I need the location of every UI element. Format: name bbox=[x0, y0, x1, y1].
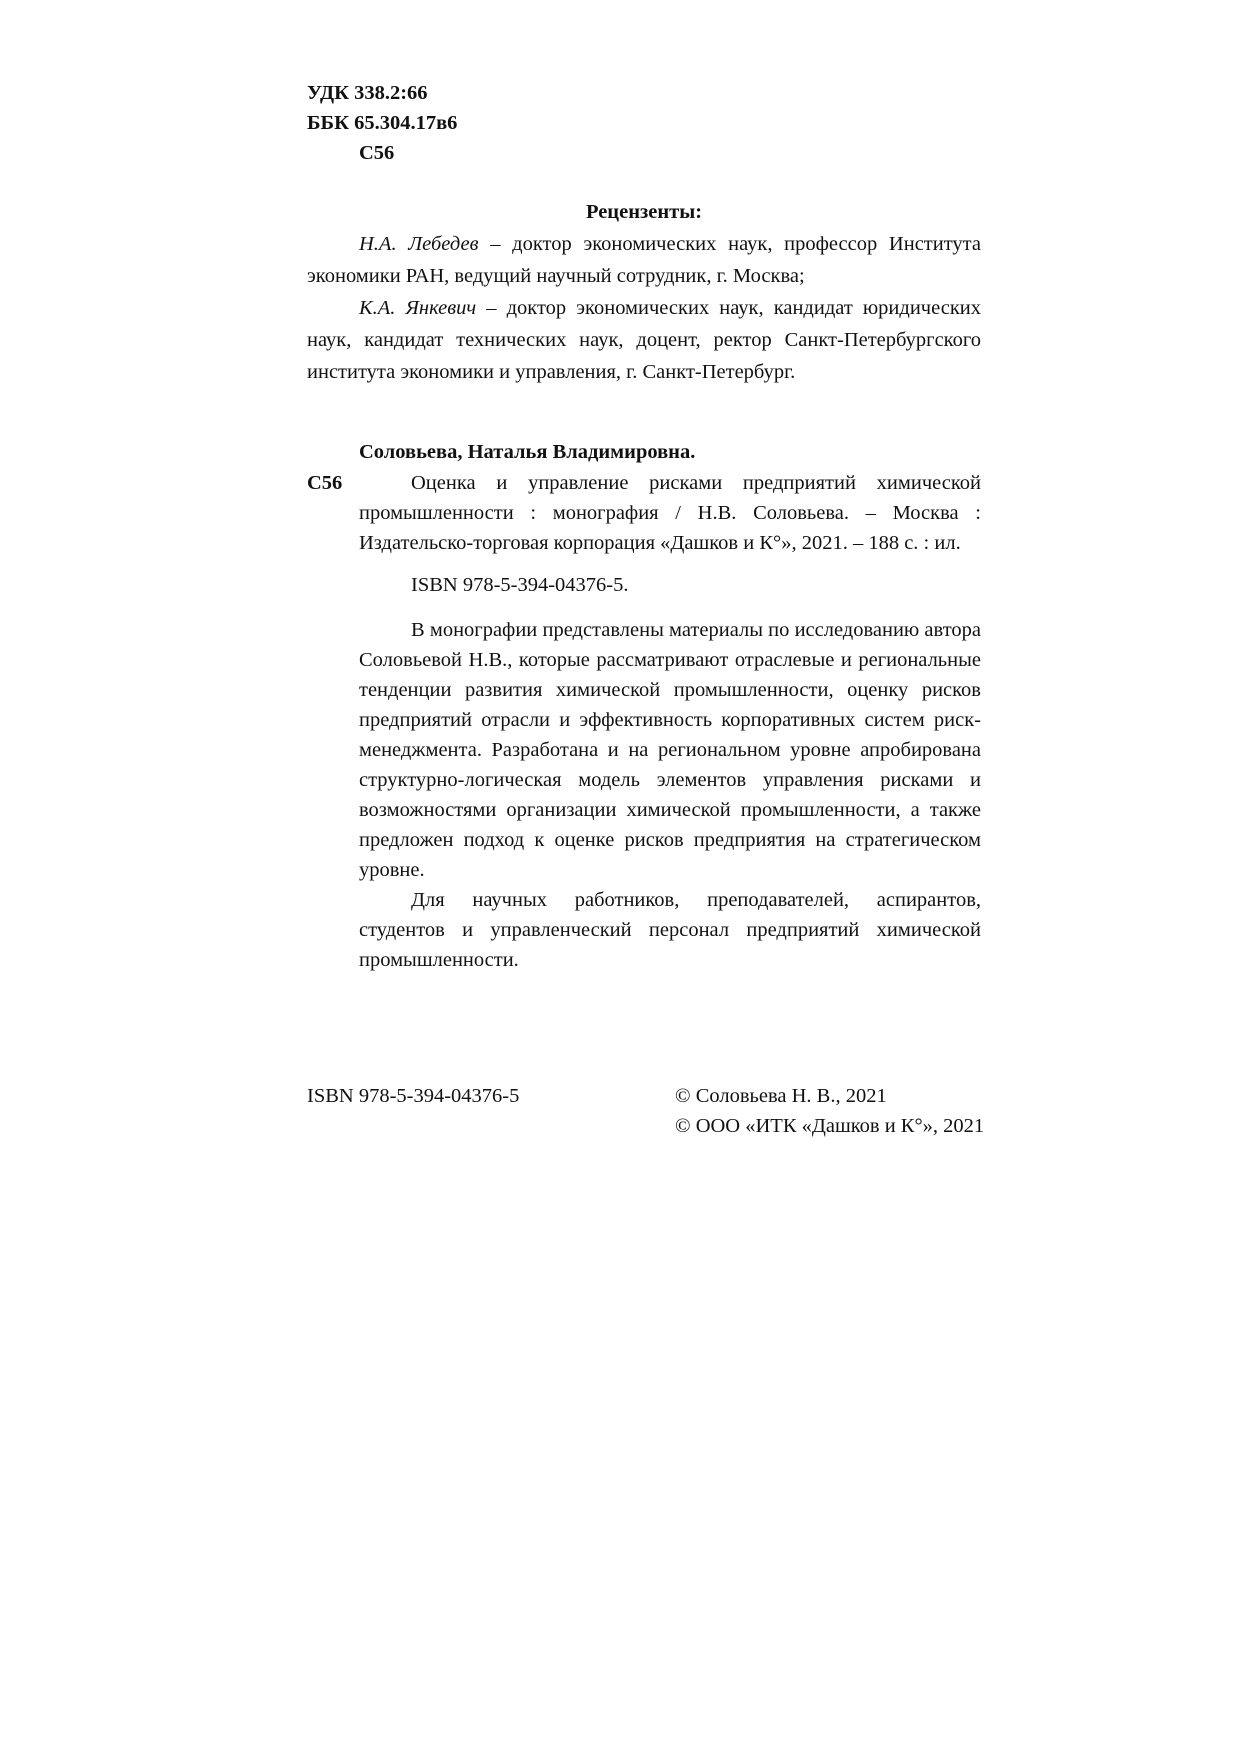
catalog-author: Соловьева, Наталья Владимировна. bbox=[359, 441, 696, 463]
catalog-isbn: ISBN 978-5-394-04376-5. bbox=[411, 574, 629, 596]
copyright-author: © Соловьева Н. В., 2021 bbox=[675, 1085, 887, 1107]
author-mark-code: С56 bbox=[359, 142, 395, 164]
reviewer-description: – доктор экономических наук, профессор Института экономики РАН, ведущий научный сотрудник, г. Москва; bbox=[307, 233, 981, 287]
catalog-entry bbox=[307, 468, 981, 558]
abstract-paragraph: Для научных работников, преподавателей, аспирантов, студентов и управленческий персонал предприятий химической промышленности. bbox=[359, 889, 981, 971]
reviewers-title: Рецензенты: bbox=[585, 201, 703, 223]
copyright-publisher: © ООО «ИТК «Дашков и К°», 2021 bbox=[675, 1115, 985, 1137]
reviewer-name: Н.А. Лебедев bbox=[359, 233, 479, 255]
abstract-block bbox=[359, 615, 981, 975]
footer-isbn: ISBN 978-5-394-04376-5 bbox=[307, 1085, 520, 1107]
abstract-paragraph: В монографии представлены материалы по исследованию автора Соловьевой Н.В., которые рассматривают отраслевые и региональные тенденции развития химической промышленности, оценку рисков предприятий отрасли и эффективность корпоративных систем риск-менеджмента. Разработана и на региональном уровне апробирована структурно-логическая модель элементов управления рисками и возможностями организации химической промышленности, а также предложен подход к оценке рисков предприятия на стратегическом уровне. bbox=[359, 619, 981, 881]
bbk-code: ББК 65.304.17в6 bbox=[307, 112, 458, 134]
reviewer-item bbox=[307, 292, 981, 388]
reviewer-description: – доктор экономических наук, кандидат юридических наук, кандидат технических наук, доцент, ректор Санкт-Петербургского института экономики и управления, г. Санкт-Петербург. bbox=[307, 297, 981, 383]
reviewers-block bbox=[307, 196, 981, 388]
catalog-code: С56 bbox=[307, 472, 343, 494]
classification-block bbox=[307, 78, 457, 168]
catalog-description: Оценка и управление рисками предприятий химической промышленности : монография / Н.В. Соловьева. – Москва : Издательско-торговая корпорация «Дашков и К°», 2021. – 188 с. : ил. bbox=[359, 472, 981, 554]
reviewer-item bbox=[307, 228, 981, 292]
reviewer-name: К.А. Янкевич bbox=[359, 297, 477, 319]
udk-code: УДК 338.2:66 bbox=[307, 82, 428, 104]
copyright-block bbox=[675, 1081, 984, 1141]
